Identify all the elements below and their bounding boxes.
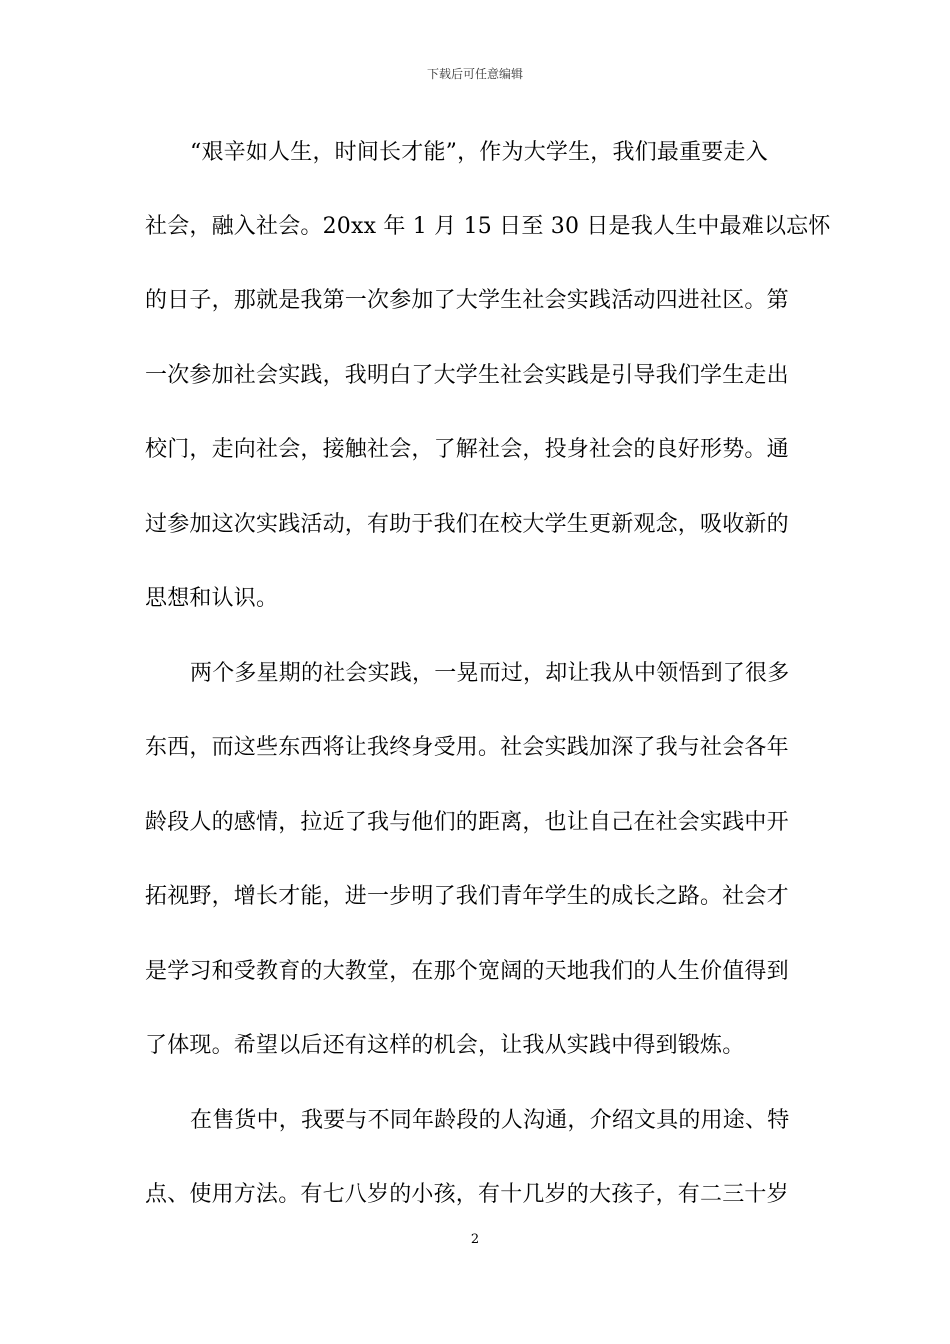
page-header: 下载后可任意编辑	[426, 67, 523, 81]
paragraph-1-line-5: 校门，走向社会，接触社会，了解社会，投身社会的良好形势。通	[145, 437, 789, 462]
paragraph-2-line-2: 东西，而这些东西将让我终身受用。社会实践加深了我与社会各年	[145, 735, 789, 760]
paragraph-2-line-5: 是学习和受教育的大教堂，在那个宽阔的天地我们的人生价值得到	[145, 959, 789, 984]
paragraph-2-line-4: 拓视野，增长才能，进一步明了我们青年学生的成长之路。社会才	[145, 884, 789, 909]
paragraph-3-line-2: 点、使用方法。有七八岁的小孩，有十几岁的大孩子，有二三十岁	[145, 1182, 789, 1207]
paragraph-1-line-2: 社会，融入社会。20xx 年 1 月 15 日至 30 日是我人生中最难以忘怀	[145, 214, 831, 239]
paragraph-1-line-6: 过参加这次实践活动，有助于我们在校大学生更新观念，吸收新的	[145, 512, 789, 537]
paragraph-1-line-7: 思想和认识。	[145, 586, 279, 611]
paragraph-1-line-3: 的日子，那就是我第一次参加了大学生社会实践活动四进社区。第	[145, 288, 789, 313]
paragraph-1-line-4: 一次参加社会实践，我明白了大学生社会实践是引导我们学生走出	[145, 363, 789, 388]
paragraph-1-line-1: “艰辛如人生，时间长才能”，作为大学生，我们最重要走入	[190, 140, 768, 165]
paragraph-3-line-1: 在售货中，我要与不同年龄段的人沟通，介绍文具的用途、特	[190, 1108, 790, 1133]
paragraph-2-line-3: 龄段人的感情，拉近了我与他们的距离，也让自己在社会实践中开	[145, 810, 789, 835]
paragraph-2-line-6: 了体现。希望以后还有这样的机会，让我从实践中得到锻炼。	[145, 1033, 745, 1058]
page-number: 2	[470, 1232, 480, 1247]
paragraph-2-line-1: 两个多星期的社会实践，一晃而过，却让我从中领悟到了很多	[190, 661, 790, 686]
